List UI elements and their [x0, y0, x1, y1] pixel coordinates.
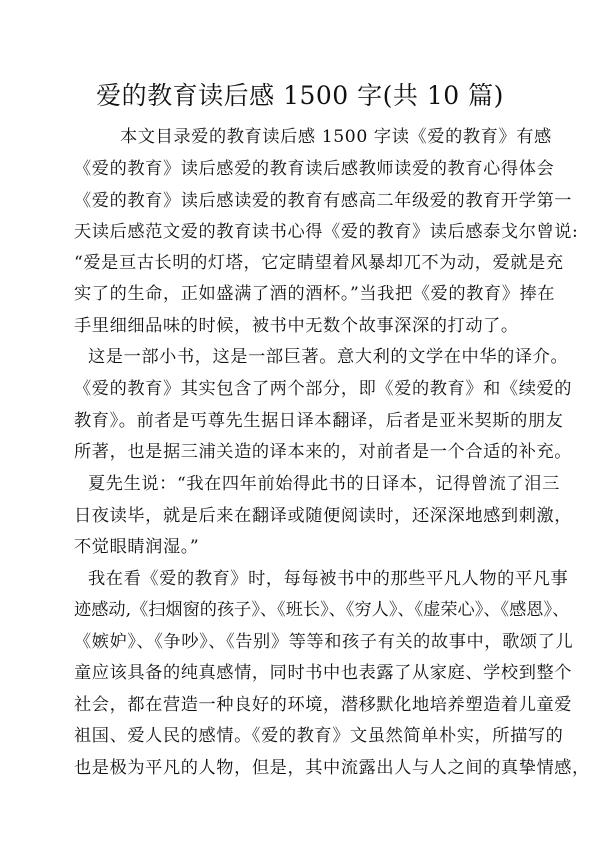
paragraph-line: 手里细细品味的时候，被书中无数个故事深深的打动了。	[74, 316, 519, 336]
paragraph-line: 《嫉妒》、《争吵》、《告别》等等和孩子有关的故事中，歌颂了儿	[74, 632, 574, 652]
paragraph-line: 《爱的教育》其实包含了两个部分，即《爱的教育》和《续爱的	[74, 379, 573, 399]
paragraph-line: 夏先生说：“我在四年前始得此书的日译本，记得曾流了泪三	[88, 474, 560, 494]
paragraph-line: 也是极为平凡的人物，但是，其中流露出人与人之间的真挚情感，	[74, 758, 590, 778]
paragraph-line: 本文目录爱的教育读后感 1500 字读《爱的教育》有感	[120, 127, 552, 147]
paragraph-line: 所著，也是据三浦关造的译本来的，对前者是一个合适的补充。	[74, 442, 573, 462]
paragraph-line: 我在看《爱的教育》时，每每被书中的那些平凡人物的平凡事	[88, 569, 569, 589]
paragraph-line: 天读后感范文爱的教育读书心得《爱的教育》读后感泰戈尔曾说:	[74, 222, 579, 242]
paragraph-line: 迹感动,《扫烟窗的孩子》、《班长》、《穷人》、《虚荣心》、《感恩》、	[74, 600, 570, 620]
paragraph-line: 社会，都在营造一种良好的环境，潜移默化地培养塑造着儿童爱	[74, 695, 573, 715]
paragraph-line: 教育》。前者是丐尊先生据日译本翻译，后者是亚米契斯的朋友	[74, 411, 564, 431]
paragraph-line: 实了的生命，正如盛满了酒的酒杯。”当我把《爱的教育》捧在	[74, 284, 556, 304]
document-title: 爱的教育读后感 1500 字(共 10 篇)	[96, 81, 504, 110]
paragraph-line: 这是一部小书，这是一部巨著。意大利的文学在中华的译介。	[88, 347, 569, 367]
paragraph-line: 不觉眼睛润湿。”	[74, 537, 200, 557]
paragraph-line: 《爱的教育》读后感读爱的教育有感高二年级爱的教育开学第一	[74, 191, 573, 211]
paragraph-line: “爱是亘古长明的灯塔，它定睛望着风暴却兀不为动，爱就是充	[74, 253, 564, 273]
paragraph-line: 祖国、爱人民的感情。《爱的教育》文虽然简单朴实，所描写的	[74, 726, 564, 746]
paragraph-line: 童应该具备的纯真感情，同时书中也表露了从家庭、学校到整个	[74, 663, 573, 683]
paragraph-line: 日夜读毕，就是后来在翻译或随便阅读时，还深深地感到刺激，	[74, 506, 573, 526]
paragraph-line: 《爱的教育》读后感爱的教育读后感教师读爱的教育心得体会	[74, 159, 555, 179]
